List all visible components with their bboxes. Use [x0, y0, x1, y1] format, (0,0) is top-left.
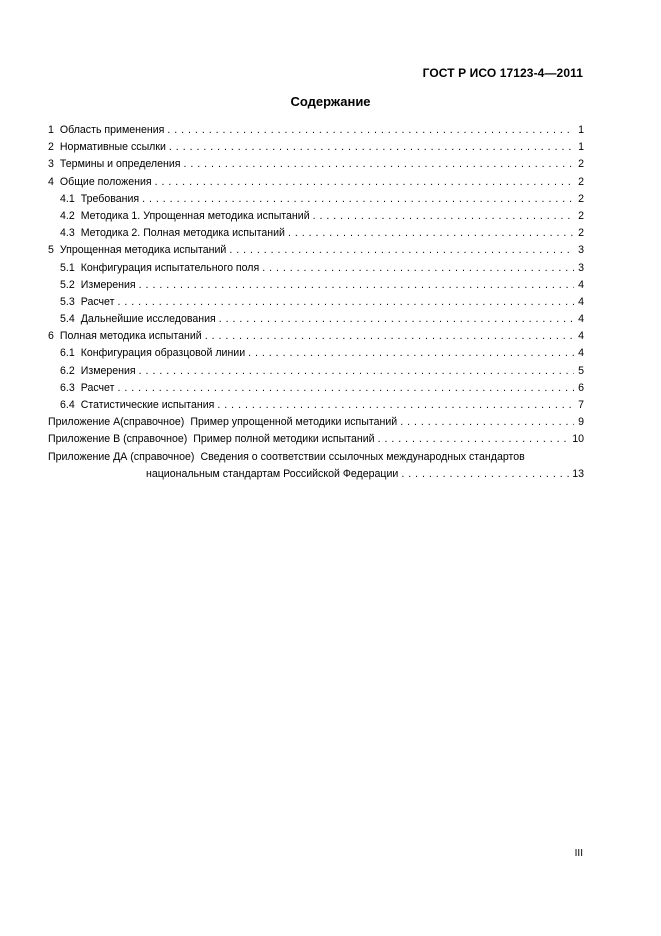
- toc-entry-number: 1: [48, 124, 54, 136]
- toc-entry[interactable]: [48, 156, 584, 173]
- appendix-label: Приложение А(справочное): [48, 416, 185, 429]
- toc-entry-page: 4: [578, 278, 584, 291]
- toc-entry-title: Нормативные ссылки: [59, 141, 166, 154]
- toc-entry-page: 1: [578, 124, 584, 136]
- toc-entry-number: 6: [48, 330, 54, 343]
- toc-leader-dots: [117, 380, 574, 397]
- toc-entry-page: 6: [578, 381, 584, 394]
- toc-subentry[interactable]: [48, 294, 584, 311]
- toc-entry-page: 9: [578, 416, 584, 429]
- toc-entry-title: Конфигурация испытательного поля: [80, 261, 260, 274]
- toc-subentry[interactable]: [48, 397, 584, 414]
- appendix-title-continuation: национальным стандартам Российской Федерации: [146, 467, 399, 480]
- toc-entry-number: 6.4: [60, 399, 75, 411]
- toc-entry-page: 2: [578, 209, 584, 222]
- toc-leader-dots: [401, 466, 570, 483]
- toc-leader-dots: [229, 242, 574, 259]
- toc-leader-dots: [400, 414, 574, 431]
- toc-leader-dots: [262, 260, 574, 277]
- toc-entry-number: 5.4: [60, 313, 75, 326]
- toc-subentry[interactable]: [48, 277, 584, 294]
- toc-entry-page: 5: [578, 364, 584, 377]
- toc-entry-title: Термины и определения: [59, 158, 181, 171]
- toc-entry-page: 1: [578, 141, 584, 154]
- toc-leader-dots: [139, 363, 574, 380]
- toc-leader-dots: [378, 431, 571, 448]
- appendix-title: Сведения о соответствии ссылочных международных стандартов: [200, 450, 525, 463]
- toc-leader-dots: [184, 156, 574, 173]
- toc-entry-page: 4: [578, 347, 584, 360]
- toc-entry-number: 5: [48, 244, 54, 257]
- toc-subentry[interactable]: [48, 345, 584, 362]
- toc-entry-title: Общие положения: [59, 175, 152, 188]
- toc-entry[interactable]: [48, 122, 584, 139]
- toc-entry-title: Статистические испытания: [80, 399, 215, 411]
- toc-entry-title: Конфигурация образцовой линии: [80, 347, 246, 360]
- toc-entry-number: 4.2: [60, 209, 75, 222]
- toc-entry-page: 4: [578, 313, 584, 326]
- toc-entry-page: 2: [578, 227, 584, 240]
- toc-entry-page: 3: [578, 261, 584, 274]
- toc-entry-page: 13: [572, 467, 584, 480]
- toc-entry[interactable]: [48, 174, 584, 191]
- toc-entry-number: 4.3: [60, 227, 75, 240]
- toc-subentry[interactable]: [48, 208, 584, 225]
- toc-entry-title: Расчет: [80, 295, 115, 308]
- toc-leader-dots: [248, 345, 574, 362]
- toc-leader-dots: [288, 225, 574, 242]
- toc-entry-title: Упрощенная методика испытаний: [59, 244, 227, 257]
- toc-subentry[interactable]: [48, 380, 584, 397]
- toc-entry-number: 6.1: [60, 347, 75, 360]
- toc-entry-title: Методика 2. Полная методика испытаний: [80, 227, 285, 240]
- toc-appendix-da[interactable]: [48, 449, 584, 466]
- toc-entry-number: 5.3: [60, 295, 75, 308]
- toc-leader-dots: [169, 139, 574, 156]
- toc-entry-number: 5.2: [60, 278, 75, 291]
- page-title: Содержание: [290, 94, 371, 109]
- toc-leader-dots: [205, 328, 574, 345]
- toc-entry-number: 5.1: [60, 261, 75, 274]
- toc-entry-title: Измерения: [80, 278, 136, 291]
- toc-entry-title: Методика 1. Упрощенная методика испытаний: [80, 209, 310, 222]
- toc-entry-page: 4: [578, 330, 584, 343]
- toc-entry-title: Область применения: [59, 124, 165, 136]
- appendix-label: Приложение В (справочное): [48, 433, 188, 446]
- toc-entry-number: 4.1: [60, 192, 75, 205]
- toc-entry[interactable]: [48, 328, 584, 345]
- toc-leader-dots: [139, 277, 574, 294]
- toc-entry-title: Расчет: [80, 381, 115, 394]
- toc-leader-dots: [117, 294, 574, 311]
- appendix-title: Пример упрощенной методики испытаний: [190, 416, 398, 429]
- page-number: III: [574, 848, 583, 859]
- toc-entry-title: Требования: [80, 192, 140, 205]
- appendix-label: Приложение ДА (справочное): [48, 450, 195, 463]
- toc-entry-page: 10: [572, 433, 584, 446]
- toc-entry-number: 6.3: [60, 381, 75, 394]
- table-of-contents: [48, 122, 584, 483]
- document-standard-header: ГОСТ Р ИСО 17123-4—2011: [422, 66, 583, 80]
- toc-appendix-da-continuation[interactable]: [48, 466, 584, 483]
- toc-entry-number: 6.2: [60, 364, 75, 377]
- toc-entry-page: 3: [578, 244, 584, 257]
- toc-subentry[interactable]: [48, 191, 584, 208]
- toc-entry-number: 2: [48, 141, 54, 154]
- toc-subentry[interactable]: [48, 260, 584, 277]
- toc-leader-dots: [142, 191, 574, 208]
- appendix-title: Пример полной методики испытаний: [193, 433, 375, 446]
- toc-leader-dots: [219, 311, 574, 328]
- toc-entry-page: 4: [578, 295, 584, 308]
- toc-entry-title: Дальнейшие исследования: [80, 313, 216, 326]
- toc-entry-title: Полная методика испытаний: [59, 330, 202, 343]
- toc-leader-dots: [313, 208, 574, 225]
- toc-subentry[interactable]: [48, 311, 584, 328]
- toc-entry-page: 2: [578, 192, 584, 205]
- toc-leader-dots: [217, 397, 574, 414]
- toc-subentry[interactable]: [48, 225, 584, 242]
- toc-subentry[interactable]: [48, 363, 584, 380]
- toc-appendix-a[interactable]: [48, 414, 584, 431]
- toc-leader-dots: [167, 122, 574, 139]
- toc-entry-number: 4: [48, 175, 54, 188]
- toc-leader-dots: [155, 174, 574, 191]
- toc-entry-number: 3: [48, 158, 54, 171]
- toc-entry-title: Измерения: [80, 364, 136, 377]
- toc-entry-page: 2: [578, 175, 584, 188]
- toc-entry[interactable]: [48, 242, 584, 259]
- toc-entry-page: 7: [578, 399, 584, 411]
- toc-appendix-b[interactable]: [48, 431, 584, 448]
- toc-entry-page: 2: [578, 158, 584, 171]
- toc-entry[interactable]: [48, 139, 584, 156]
